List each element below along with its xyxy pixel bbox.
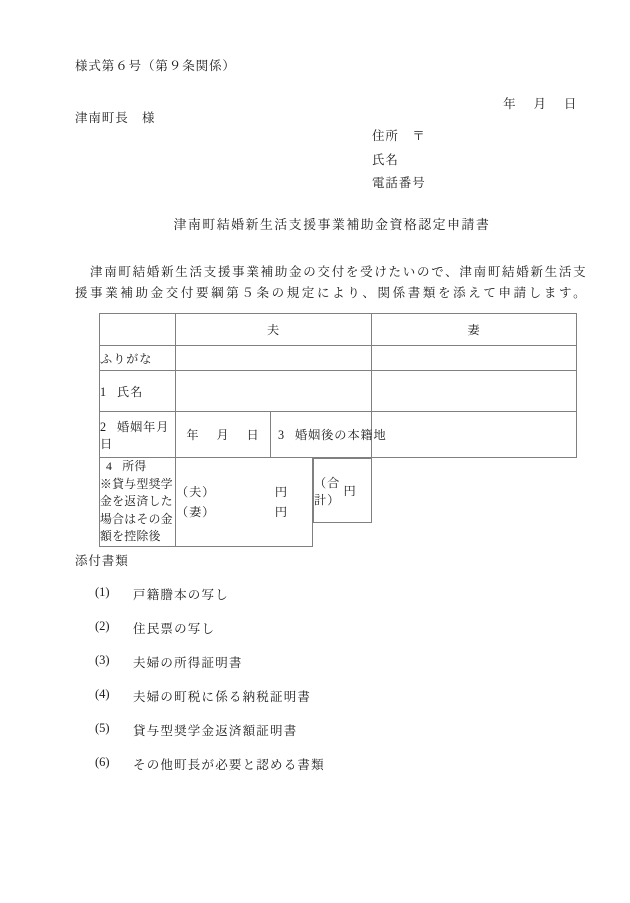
- name-husband-cell[interactable]: [176, 371, 372, 412]
- body-paragraph: 津南町結婚新生活支援事業補助金の交付を受けたいので、津南町結婚新生活支援事業補助金交付要綱第５条の規定により、関係書類を添えて申請します。: [75, 265, 587, 300]
- date-year-label: 年: [503, 96, 517, 111]
- marriage-date-cell[interactable]: [176, 412, 271, 458]
- attachments-section: [75, 551, 325, 773]
- date-line: [487, 85, 577, 123]
- applicant-name-field: 氏名: [372, 152, 399, 167]
- table-header-blank: [100, 314, 176, 346]
- table-row-furigana: [100, 346, 577, 371]
- attachments-title: 添付書類: [75, 554, 129, 568]
- attachment-text: 夫婦の所得証明書: [133, 656, 243, 670]
- income-label-line1: [100, 458, 175, 476]
- list-item: [75, 585, 325, 603]
- date-month-label: 月: [533, 96, 547, 111]
- list-item: [75, 755, 325, 773]
- row-number-income: 4: [106, 459, 113, 473]
- row-label-furigana: ふりがな: [100, 346, 176, 371]
- date-day-label: 日: [563, 96, 578, 111]
- attachment-text: その他町長が必要と認める書類: [133, 758, 325, 772]
- income-wife-unit: 円: [274, 504, 288, 519]
- row-label-marriage-date: [100, 412, 176, 458]
- income-note-line2: 場合はその金額を控除後: [100, 511, 173, 543]
- furigana-husband-cell[interactable]: [176, 346, 372, 371]
- row-number-marriage: 2: [100, 419, 107, 434]
- list-item: [75, 653, 325, 671]
- table-row-name: [100, 371, 577, 412]
- table-row-marriage: [100, 412, 577, 458]
- document-title: 津南町結婚新生活支援事業補助金資格認定申請書: [173, 218, 491, 232]
- marriage-year-label: 年: [186, 428, 200, 442]
- row-label-name-text: 氏名: [117, 384, 144, 399]
- income-total-cell[interactable]: [313, 458, 372, 523]
- list-item: [75, 619, 325, 637]
- marriage-day-label: 日: [246, 428, 260, 442]
- income-husband-unit: 円: [274, 484, 288, 499]
- income-husband-label: （夫）: [176, 484, 216, 499]
- attachment-marker: (3): [95, 653, 110, 667]
- name-wife-cell[interactable]: [372, 371, 577, 412]
- income-wife-label: （妻）: [176, 504, 216, 519]
- row-number-name: 1: [100, 384, 107, 399]
- attachment-marker: (2): [95, 619, 110, 633]
- furigana-wife-cell[interactable]: [372, 346, 577, 371]
- domicile-value-cell[interactable]: [372, 412, 577, 458]
- row-label-domicile-text: 婚姻後の本籍地: [295, 428, 387, 442]
- table-header-husband: 夫: [176, 314, 372, 346]
- table-header-wife: 妻: [372, 314, 577, 346]
- list-item: [75, 687, 325, 705]
- attachment-marker: (4): [95, 687, 110, 701]
- list-item: [75, 721, 325, 739]
- attachment-list: [75, 585, 325, 773]
- attachment-text: 貸与型奨学金返済額証明書: [133, 724, 298, 738]
- applicant-address-field: 住所 〒: [372, 129, 426, 143]
- form-number: 様式第６号（第９条関係）: [75, 59, 236, 73]
- marriage-month-label: 月: [216, 428, 230, 442]
- income-entry-wife: [176, 502, 312, 522]
- income-entries-cell[interactable]: [176, 458, 313, 547]
- row-label-name: [100, 371, 176, 412]
- addressee: 津南町長 様: [75, 111, 156, 125]
- applicant-details-table: [99, 313, 577, 547]
- row-label-domicile: [271, 412, 387, 458]
- income-note-line1: ※貸与型奨学金を返済した: [100, 476, 173, 508]
- row-label-marriage-text: 婚姻年月日: [100, 419, 170, 451]
- table-row-income: [100, 458, 577, 547]
- income-entry-husband: [176, 482, 312, 502]
- row-label-income: [100, 458, 176, 547]
- row-number-domicile: 3: [278, 428, 285, 442]
- row-label-income-text: 所得: [122, 459, 147, 473]
- attachment-text: 住民票の写し: [133, 622, 216, 636]
- applicant-phone-field: 電話番号: [372, 176, 426, 190]
- income-total-unit: 円: [343, 484, 357, 498]
- attachment-marker: (5): [95, 721, 110, 735]
- attachment-text: 夫婦の町税に係る納税証明書: [133, 690, 312, 704]
- attachment-text: 戸籍謄本の写し: [133, 588, 229, 602]
- applicant-info-block: [372, 130, 426, 190]
- attachment-marker: (1): [95, 585, 110, 599]
- table-header-row: [100, 314, 577, 346]
- attachment-marker: (6): [95, 755, 110, 769]
- income-total-label: （合計）: [314, 475, 341, 507]
